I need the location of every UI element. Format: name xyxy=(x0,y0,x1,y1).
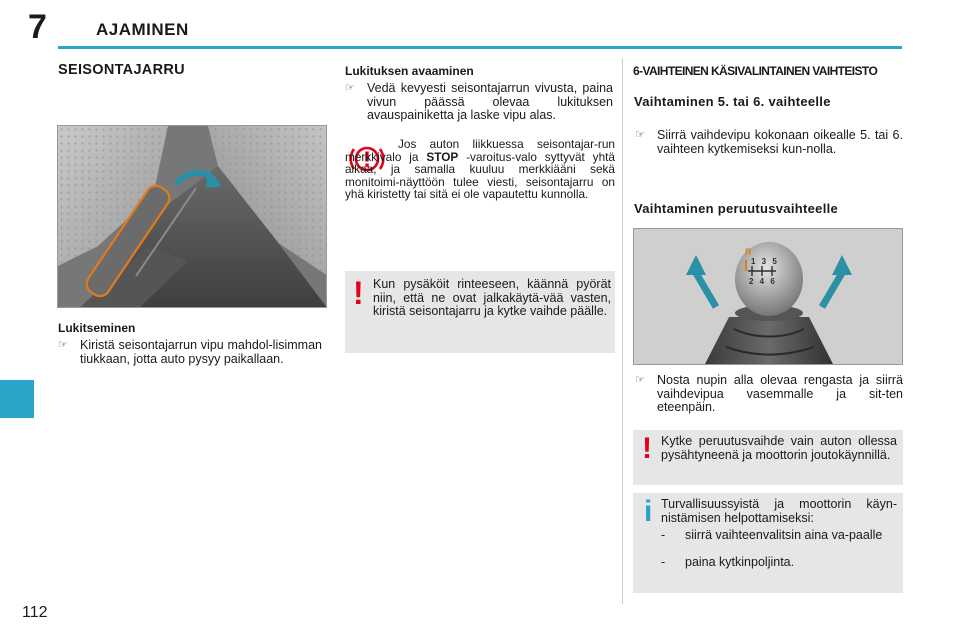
page-number: 112 xyxy=(22,604,48,621)
lock-instruction xyxy=(58,339,322,366)
reverse-instruction-text: Nosta nupin alla olevaa rengasta ja siirrä vaihdevipua vasemmalle ja sit-ten eteenpäin. xyxy=(657,373,903,414)
pointing-hand-icon: ☞ xyxy=(635,374,645,386)
header-rule xyxy=(58,46,902,49)
list-dash: - xyxy=(661,528,666,542)
shift-56-heading: Vaihtaminen 5. tai 6. vaihteelle xyxy=(634,94,831,109)
chapter-side-tab xyxy=(0,380,34,418)
gear-knob-image xyxy=(634,229,903,365)
safety-info-item xyxy=(661,556,897,570)
stop-note-text-2: -varoitus-valo syttyvät yhtä aikaa, ja samalla kuuluu merkkiääni sekä monitoimi-näyttöön tulee viesti, seisontajarru on yhä kiristetty tai sitä ei ole vapautettu kunnolla. xyxy=(345,149,615,202)
shift-56-instruction xyxy=(635,129,903,156)
hill-parking-warning-box xyxy=(345,271,615,353)
info-icon: i xyxy=(644,495,653,528)
shift-56-text: Siirrä vaihdevipu kokonaan oikealle 5. tai 6. vaihteen kytkemiseksi kun-nolla. xyxy=(657,128,903,156)
stop-note-text-1: Jos auton liikkuessa seisontajar-run merkkivalo ja xyxy=(345,137,615,164)
gearbox-section-title: 6-VAIHTEINEN KÄSIVALINTAINEN VAIHTEISTO xyxy=(633,64,878,78)
reverse-warning-box xyxy=(633,430,903,485)
pointing-hand-icon: ☞ xyxy=(345,82,355,94)
pointing-hand-icon: ☞ xyxy=(58,339,68,351)
pointing-hand-icon: ☞ xyxy=(635,129,645,141)
reverse-instruction xyxy=(635,374,903,415)
reverse-warning-text: Kytke peruutusvaihde vain auton ollessa pysähtyneenä ja moottorin joutokäynnillä. xyxy=(661,434,897,462)
reverse-label: R xyxy=(745,247,752,257)
stop-warning-note xyxy=(345,138,615,201)
safety-info-item-text: siirrä vaihteenvalitsin aina va-paalle xyxy=(685,528,883,542)
safety-info-box xyxy=(633,493,903,593)
chapter-title: AJAMINEN xyxy=(96,20,189,39)
release-heading: Lukituksen avaaminen xyxy=(345,64,474,78)
section-title-parking-brake: SEISONTAJARRU xyxy=(58,62,185,78)
safety-info-intro: Turvallisuussyistä ja moottorin käyn-nistämisen helpottamiseksi: xyxy=(661,497,897,525)
column-divider xyxy=(622,58,623,604)
safety-info-item xyxy=(661,529,897,543)
stop-word: STOP xyxy=(426,149,459,164)
warning-exclamation-icon: ! xyxy=(353,275,364,311)
lock-instruction-text: Kiristä seisontajarrun vipu mahdol-lisimman tiukkaan, jotta auto pysyy paikallaan. xyxy=(80,338,322,366)
parking-brake-image xyxy=(58,126,327,308)
hill-parking-warning-text: Kun pysäköit rinteeseen, käännä pyörät niin, että ne ovat jalkakäytä-vää vasten, kiristä seisontajarru ja kytke vaihde päälle. xyxy=(373,277,611,318)
knob-top-gears: 1 3 5 xyxy=(751,257,779,266)
release-instruction-text: Vedä kevyesti seisontajarrun vivusta, paina vivun päässä olevaa lukituksen avauspainiketta ja laske vipu alas. xyxy=(367,81,613,122)
release-instruction xyxy=(345,82,613,123)
safety-info-item-text: paina kytkinpoljinta. xyxy=(685,555,795,569)
reverse-heading: Vaihtaminen peruutusvaihteelle xyxy=(634,201,839,216)
parking-brake-illustration xyxy=(57,125,327,308)
chapter-number: 7 xyxy=(28,8,47,46)
list-dash: - xyxy=(661,555,666,569)
warning-exclamation-icon: ! xyxy=(642,432,652,465)
lock-heading: Lukitseminen xyxy=(58,321,136,335)
gear-knob-illustration xyxy=(633,228,903,365)
knob-bottom-gears: 2 4 6 xyxy=(749,277,777,286)
